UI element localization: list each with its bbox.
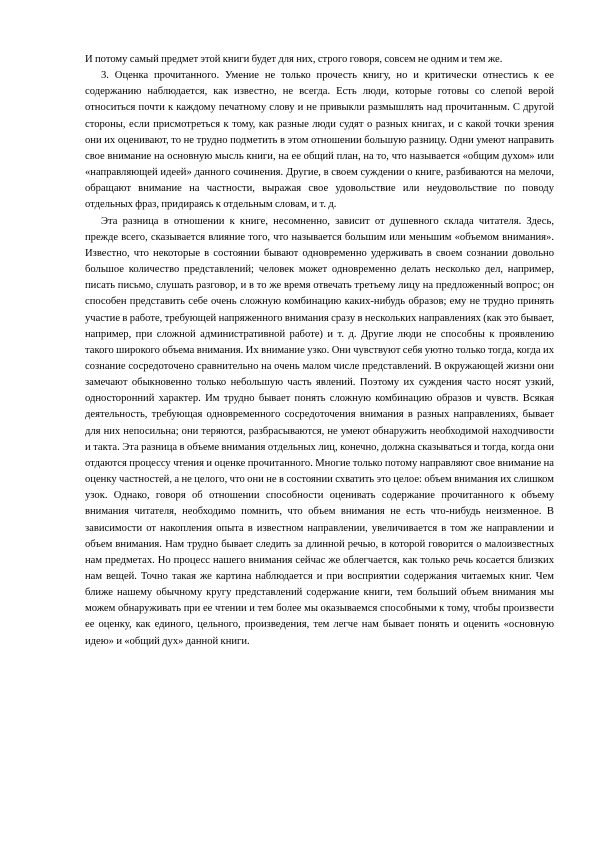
document-page bbox=[85, 52, 554, 650]
paragraph-continuation: И потому самый предмет этой книги будет для них, строго говоря, совсем не одним и тем же. bbox=[85, 54, 503, 65]
paragraph-volume-of-attention: Эта разница в отношении к книге, несомненно, зависит от душевного склада читателя. Здесь, прежде всего, сказывается влияние того, что называется большим или меньшим «объемом внимания». Известно, что некоторые в состоянии бывают одновременно удерживать в своем сознании довольно большое количество представлений; человек может одновременно делать несколько дел, например, писать письмо, слушать разговор, и в то же время отвечать третьему лицу на предложенный вопрос; он способен представить себе очень сложную комбинацию каких-нибудь образов; ему не трудно принять участие в работе, требующей напряженного внимания сразу в нескольких направлениях (как это бывает, например, при сложной административной работе) и т. д. Другие люди не способны к проявлению такого широкого объема внимания. Их внимание узко. Они чувствуют себя уютно только тогда, когда их сознание сосредоточено сравнительно на очень малом числе представлений. В окружающей жизни они замечают обыкновенно только небольшую часть явлений. Поэтому их суждения часто носят узкий, односторонний характер. Им трудно бывает понять сложную комбинацию образов и чувств. Всякая деятельность, требующая одновременного сосредоточения внимания в разных направлениях, бывает для них непосильна; они теряются, разбрасываются, не умеют обнаружить необходимой находчивости и такта. Эта разница в объеме внимания отдельных лиц, конечно, должна сказываться и тогда, когда они отдаются процессу чтения и оценке прочитанного. Многие только потому направляют свое внимание на оценку частностей, а не целого, что они не в состоянии схватить это целое: объем внимания их слишком узок. Однако, говоря об отношении способности оценивать содержание прочитанного к объему внимания читателя, необходимо помнить, что объем внимания не есть что-нибудь неизменное. В зависимости от накопления опыта в известном направлении, увеличивается в том же направлении и объем внимания. Нам трудно бывает следить за длинной речью, в которой говорится о малоизвестных нам предметах. Но процесс нашего внимания сейчас же облегчается, как только речь косается близких нам вещей. Точно такая же картина наблюдается и при восприятии содержания читаемых книг. Чем ближе нашему обычному кругу представлений содержание книги, тем больший объем внимания мы можем обнаруживать при ее чтении и тем более мы оказываемся способными к тому, чтобы произвести ее оценку, как единого, цельного, произведения, тем легче нам бывает понять и оценить «основную идею» и «общий дух» данной книги. bbox=[85, 215, 554, 647]
paragraph-assessment-of-reading: 3. Оценка прочитанного. Умение не только прочесть книгу, но и критически отнестись к ее содержанию наблюдается, как известно, не всегда. Есть люди, которые готовы со слепой верой относиться почти к каждому печатному слову и не привыкли размышлять над прочитанным. С другой стороны, если присмотреться к тому, как разные люди судят о разных книгах, и с какой точки зрения они их оценивают, то не трудно подметить в этом отношении большую разницу. Одни умеют направить свое внимание на основную мысль книги, на ее общий план, на то, что называется «общим духом» или «направляющей идеей» данного сочинения. Другие, в своем суждении о книге, разбиваются на мелочи, обращают внимание на частности, выражая свое удовольствие или неудовольствие по поводу отдельных фраз, придираясь к отдельным словам, и т. д. bbox=[85, 70, 554, 211]
